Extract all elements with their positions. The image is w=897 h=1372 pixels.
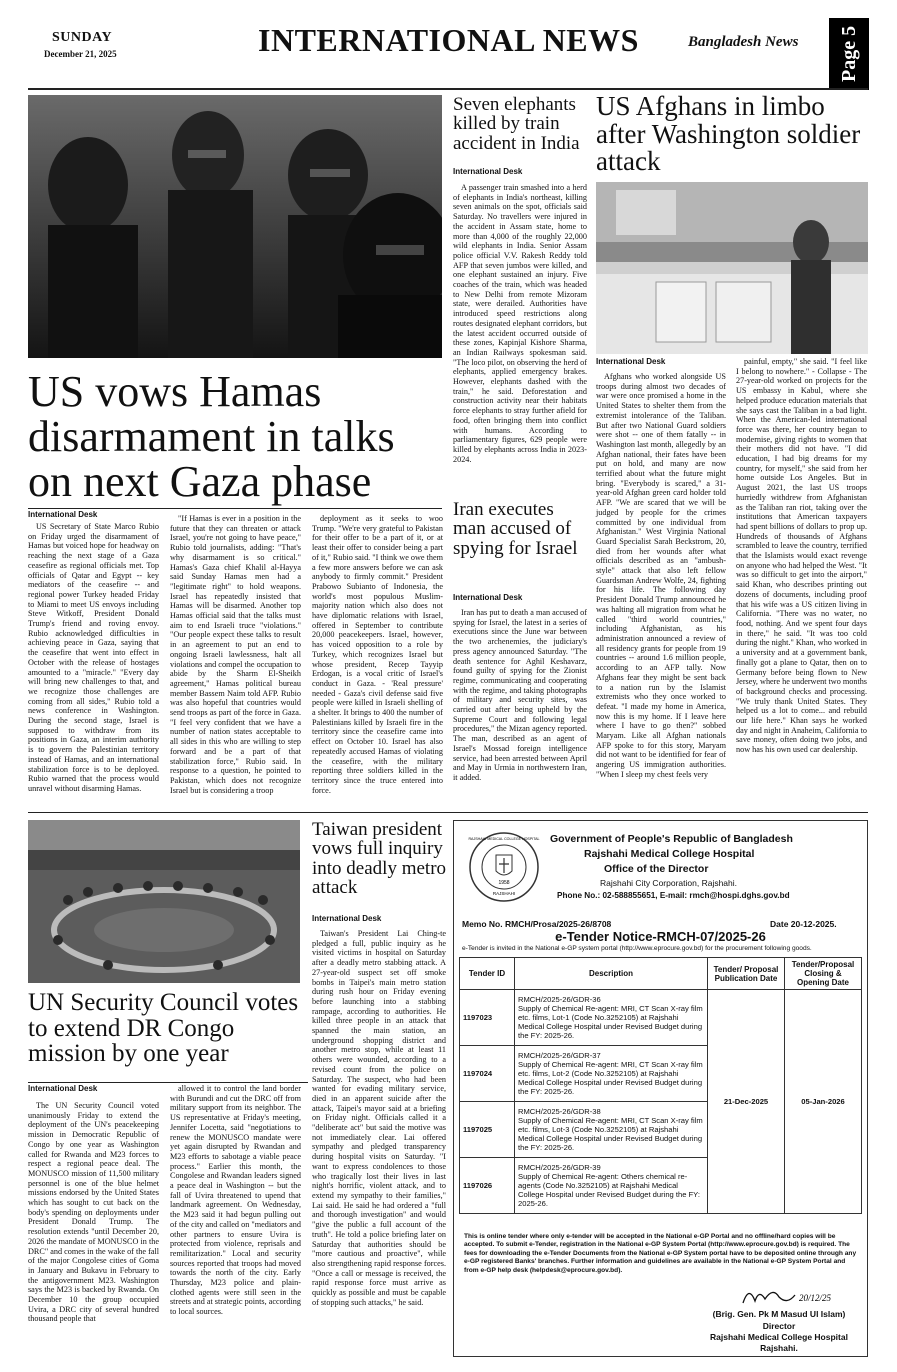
iran-headline: Iran executes man accused of spying for Israel: [453, 499, 578, 559]
iran-desk: International Desk: [453, 593, 523, 602]
afghans-col2: [736, 357, 867, 755]
congo-desk: International Desk: [28, 1084, 98, 1093]
col-description: Description: [515, 958, 708, 990]
signer-title: Director: [762, 1321, 796, 1331]
tender-ref: RMCH/2025-26/GDR-38: [518, 1107, 601, 1116]
tender-ref: RMCH/2025-26/GDR-37: [518, 1051, 601, 1060]
col-publication: Tender/ Proposal Publication Date: [708, 958, 785, 990]
seal-year: 1958: [498, 880, 510, 886]
congo-rule: [28, 1082, 308, 1083]
notice-memo: Memo No. RMCH/Prosa/2025-26/8708: [462, 919, 612, 929]
hamas-col1: [28, 522, 159, 794]
afghans-col1-text: Afghans who worked alongside US troops during almost two decades of war were once promised a home in the United States to shelter them from the extremist intolerance of the Taliban. But after two National Guard soldiers were shot -- one of them fatally -- in Washington last month, allegedly by an Afghan national, their fates have been put on hold, and many are now terrified about what the future might bring. "Everybody is scared," a 31-year-old Afghan green card holder told AFP. "We are scared that we will be judged by people for the crimes committed by one individual from Afghanistan." West Virginia National Guard Specialist Sarah Beckstrom, 20, died from her wounds after what officials described as an "ambush-style" attack that also left fellow Guardsman Andrew Wolfe, 24, fighting for his life. The following day President Donald Trump announced he was halting all migration from what he called "third world countries," including Afghanistan, as his administration announced a review of all residency grants for people from 19 countries -- around 1.6 million people, according to an AFP tally. Now Afghans fear they might be sent back to a nation run by the Islamist extremists who they once worked to defeat. "I made my home in America, now this is my home. If I leave here where I have to go then?" sobbed Maryam. Like all Afghan nationals AFP spoke to for this story, Maryam did not want to be identified for fear of angering US immigration authorities. "When I sleep my chest feels very: [596, 372, 726, 779]
tender-id: 1197025: [460, 1102, 515, 1158]
tender-ref: RMCH/2025-26/GDR-36: [518, 995, 601, 1004]
elephants-desk: International Desk: [453, 167, 523, 176]
congo-col2: [170, 1084, 301, 1317]
congo-photo: [28, 820, 300, 983]
afghans-headline: US Afghans in limbo after Washington soldier attack: [596, 91, 861, 177]
page-number: Page 5: [829, 18, 869, 90]
hamas-col2-text: "If Hamas is ever in a position in the future that they can threaten or attack Israel, you're not going to have peace," Rubio told journalists, adding: "That's why disarmament is so critical." Hamas's Gaza chief Khalil al-Hayya said Sunday Hamas men had a "legitimate right" to hold weapons. Israel has repeatedly insisted that Hamas will be disarmed. Another top Hamas official said that the talks must aim to end Israeli truce "violations." "Our people expect these talks to result in an agreement to put an end to ongoing Israeli lawlessness, halt all violations and compel the occupation to abide by the Sharm El-Sheikh agreement," Hamas political bureau member Bassem Naim told AFP. Rubio was also hopeful that countries would send troops as part of the force in Gaza. "I feel very confident that we have a number of nation states acceptable to all sides in this who are willing to step forward and be a part of that stabilization force," Rubio said. In response to a question, he pointed to Pakistan, which does not recognize Israel but is considering a troop: [170, 514, 301, 795]
tender-id: 1197023: [460, 990, 515, 1046]
hamas-photo: [28, 95, 442, 358]
notice-office: Office of the Director: [604, 863, 709, 875]
table-row: [460, 990, 862, 1046]
taiwan-headline: Taiwan president vows full inquiry into deadly metro attack: [312, 819, 447, 899]
signature: [739, 1283, 849, 1309]
elephants-headline: Seven elephants killed by train accident in India: [453, 94, 580, 154]
tender-desc: [515, 1046, 708, 1102]
hospital-seal: [468, 831, 540, 903]
tender-desc-text: Supply of Chemical Re-agent: MRI, CT Scan X-ray film etc. films, Lot-2 (Code No.3252105) at Rajshahi Medical College Hospital under Revised Budget during the FY: 2025-26.: [518, 1060, 703, 1096]
section-title: INTERNATIONAL NEWS: [258, 22, 639, 58]
hamas-col2: [170, 514, 301, 795]
closing-date: 05-Jan-2026: [785, 990, 862, 1214]
hamas-col1-text: US Secretary of State Marco Rubio on Friday urged the disarmament of Hamas but voiced hope for headway on reaching the next stage of a Gaza ceasefire as regional officials met. Top officials of Qatar and Egypt -- key mediators of the ceasefire -- and regional power Turkey headed Friday to Miami to meet US envoys including Steve Witkoff, President Donald Trump's friend and roving envoy. Rubio acknowledged difficulties in achieving peace in Gaza, saying that the ceasefire that went into effect in October with the release of hostages amounted to a "miracle." "Every day will bring new challenges to that, and we recognize those challenges are coming from all sides," Rubio told a news conference in Washington. During the second stage, Israel is supposed to withdraw from its positions in Gaza, an interim authority is to govern the Palestinian territory instead of Hamas, and an international stabilization force is to be deployed. Rubio warned that the process would unravel without disarming Hamas.: [28, 522, 159, 793]
taiwan-body-text: Taiwan's President Lai Ching-te pledged a full, public inquiry as he visited victims in hospital on Saturday after a deadly metro stabbing attack. A 27-year-old suspect set off smoke bombs in Taipei's main metro station during rush hour on Friday evening before launching into a stabbing rampage, according to authorities. He killed three people in an attack that spanned the main station, an underground shopping district and another metro stop, while at least 11 others were wounded, according to a revised count from the police on Saturday. The suspect, who had been wanted for evading military service, died in an apparent suicide after the attack, Taipei's mayor said at a briefing on Friday night. Officials called it a "deliberate act" but said the motive was not immediately clear. Lai offered sympathy and pledged transparency during hospital visits on Saturday. "I want to express condolences to those who tragically lost their lives in last night's horrific, violent attack, and to extend my sympathy to their families," Lai said. He said he had ordered a "full and thorough investigation" and would "give the public a full account of the truth". He told a police briefing later on Saturday that authorities should be "more cautious and proactive", while also strengthening rapid response forces. "Once a call or message is received, the rapid response force must arrive as quickly as possible and must be capable of stopping such attacks," he said.: [312, 929, 446, 1307]
hamas-col3-text: deployment as it seeks to woo Trump. "We're very grateful to Pakistan for their offer to be a part of it, or at least their offer to consider being a part of it," Rubio said. "I think we owe them a few more answers before we can ask anybody to firmly commit." President Prabowo Subianto of Indonesia, the world's most populous Muslim-majority nation which also does not have diplomatic relations with Israel, offered in September to contribute 20,000 peacekeepers. Israel, however, has voiced opposition to a role by Turkey, which recognizes Israel but whose president, Recep Tayyip Erdogan, is a vocal critic of Israel's conduct in Gaza. - 'Real pressure' needed - Gaza's civil defense said five people were killed in Israeli shelling of a shelter. It brings to 400 the number of Palestinians killed by Israeli fire in the territory since the ceasefire came into effect on October 10. Israel has also repeatedly accused Hamas of violating the ceasefire, with the military reporting three soldiers killed in the territory since the truce entered into force.: [312, 514, 443, 795]
congo-col2-text: allowed it to control the land border with Burundi and cut the DRC off from military support from its neighbor. The US representative at Friday's meeting, Jennifer Locetta, said "negotiations to renew the MONUSCO mandate were yet again disrupted by Rwandan and M23 efforts to sabotage a viable peace process." Earlier this month, the Congolese and Rwandan leaders signed a peace deal in Washington -- but the fall of Uvira threatened to upend that landmark agreement. On Wednesday, the M23 said it had begun pulling out of the city and called on "mediators and other partners to ensure Uvira is protected from violence, reprisals and remilitarization." Local and security sources reported that troops had moved towards the north of the city. Early Thursday, M23 police and plain-clothed agents were still seen in the streets and at strategic points, according to local sources.: [170, 1084, 301, 1317]
date-label: December 21, 2025: [44, 49, 117, 59]
tender-table: [459, 957, 862, 1214]
seal-bottom: RAJSHAHI: [492, 891, 516, 896]
congo-headline: UN Security Council votes to extend DR Congo mission by one year: [28, 989, 299, 1067]
hamas-col3: [312, 514, 443, 795]
taiwan-desk: International Desk: [312, 914, 382, 923]
hamas-rule: [28, 508, 442, 509]
taiwan-body: [312, 929, 446, 1307]
tender-desc-text: Supply of Chemical Re-agent: MRI, CT Scan X-ray film etc. films, Lot-3 (Code No.3252105) at Rajshahi Medical College Hospital under Revised Budget during the FY: 2025-26.: [518, 1116, 703, 1152]
tender-id: 1197026: [460, 1158, 515, 1214]
afghans-col1: [596, 372, 726, 780]
brand-name: Bangladesh News: [688, 34, 799, 50]
tender-desc-text: Supply of Chemical Re-agent: Others chemical re-agents (Code No.3252105) at Rajshahi Medical College Hospital under Revised Budget during the FY: 2025-26.: [518, 1172, 700, 1208]
tender-id: 1197024: [460, 1046, 515, 1102]
afghans-photo: [596, 182, 868, 354]
tender-desc-text: Supply of Chemical Re-agent: MRI, CT Scan X-ray film etc. films, Lot-1 (Code No.3252105) at Rajshahi Medical College Hospital under Revised Budget during the FY: 2025-26.: [518, 1004, 703, 1040]
notice-footer: This is online tender where only e-tender will be accepted in the National e-GP Portal and no offline/hard copies will be accepted. To submit e-Tender, registration in the National e-GP System Portal (http://www.eprocure.gov.bd) is required. The fees for downloading the e-Tender Documents from the National e-GP System portal have to be deposited online through any e-GP registered Banks' branches. Further information and guidelines are available in the National e-GP System Portal and from e-GP help desk (helpdesk@eprocure.gov.bd).: [464, 1233, 857, 1274]
tender-desc: [515, 1102, 708, 1158]
tender-desc: [515, 1158, 708, 1214]
afghans-col2-text: painful, empty," she said. "I feel like I belong to nowhere." - Collapse - The 27-year-old worked on projects for the US embassy in Kabul, where she helped produce education materials that she says cast the Taliban in a bad light. When the American-led international force was there, her country began to modernise, giving rights to women that their mothers did not have. "I did education, I had big dreams for my country, for myself," she said from her home outside Los Angeles. But in August 2021, the last US troops hurriedly withdrew from Afghanistan as the Taliban ran riot, taking over the institutions that American taxpayers had spent billions of dollars to prop up. Hundreds of thousands of Afghans scrambled to leave the country, terrified that the Islamists would exact revenge on anyone who had helped the West. "It was so difficult to get into the airport," said Khan, who describes printing out dozens of documents, including proof that his wife was a US citizen living in California. "There was no water, no food, nothing. And we spent four days in there," he said. "It was too cold during the night." Khan, who worked in a university and at a government bank, finally got a plane to Qatar, then on to Germany before being flown to New Jersey, where he underwent two months of background checks and processing. "We truly thank United States. They helped us a lot to come... and rebuild our life here." Khan says he worked day and night in Anaheim, California to save money, often doing two jobs, and now has his own used car dealership.: [736, 357, 867, 755]
notice-hospital: Rajshahi Medical College Hospital: [584, 848, 755, 860]
afghans-desk: International Desk: [596, 357, 666, 366]
hamas-headline: US vows Hamas disarmament in talks on next Gaza phase: [28, 367, 395, 506]
notice-contact: Phone No.: 02-588855651, E-mail: rmch@hospi.dghs.gov.bd: [557, 891, 790, 900]
hamas-desk: International Desk: [28, 510, 98, 519]
col-tender-id: Tender ID: [460, 958, 515, 990]
notice-invite: e-Tender is invited in the National e-GP system portal (http://www.eprocure.gov.bd) for the procurement following goods.: [462, 945, 812, 952]
tender-ref: RMCH/2025-26/GDR-39: [518, 1163, 601, 1172]
day-label: SUNDAY: [52, 30, 113, 45]
signer-org: Rajshahi Medical College Hospital: [710, 1332, 848, 1342]
iran-body-text: Iran has put to death a man accused of spying for Israel, the latest in a series of executions since the June war between the two archenemies, the judiciary's press agency announced Saturday. "The death sentence for Aghil Keshavarz, found guilty of spying for the Zionist regime, communicating and cooperating with the regime, and taking photographs of military and security sites, was carried out after being upheld by the Supreme Court and following legal procedures," the Mizan agency reported. The man, described as an agent of Israel's Mossad foreign intelligence service, had been arrested between April and May in Urmia in northwestern Iran, it added.: [453, 608, 587, 782]
seal-text: RAJSHAHI MEDICAL COLLEGE HOSPITAL: [468, 837, 540, 841]
signer-name: (Brig. Gen. Pk M Masud Ul Islam): [712, 1309, 846, 1319]
notice-address: Rajshahi City Corporation, Rajshahi.: [600, 878, 738, 888]
col-closing: Tender/Proposal Closing & Opening Date: [785, 958, 862, 990]
notice-title: e-Tender Notice-RMCH-07/2025-26: [555, 929, 766, 944]
signature-date: 20/12/25: [799, 1293, 832, 1303]
elephants-body-text: A passenger train smashed into a herd of elephants in India's northeast, killing seven animals on the spot, officials said Saturday. No travellers were injured in the accident in Assam state, home to more than 4,000 of the roughly 22,000 wild elephants in India. Senior Assam police official V.V. Rakesh Reddy told AFP that seven jumbos were killed, and one elephant sustained an injury. Five coaches of the train, which was headed to New Delhi from remote Mizoram state, were derailed. Authorities have introduced speed restrictions along routes designated elephant corridors, but the latest accident occurred outside of these zones, Kapinjal Kishore Sharma, an Indian Railways spokesman said. "The loco pilot, on observing the herd of elephants, applied emergency brakes. However, elephants dashed with the train," he said. Deforestation and construction activity near their habitats force elephants to stray further afield for food, often bringing them into conflict with humans. According to parliamentary figures, 629 people were killed by elephants across India in 2023-2024.: [453, 183, 587, 464]
notice-date: Date 20-12-2025.: [770, 919, 837, 929]
congo-col1: [28, 1101, 159, 1324]
tender-table-wrap: [459, 957, 862, 1214]
iran-body: [453, 608, 587, 783]
congo-col1-text: The UN Security Council voted unanimously Friday to extend the deployment of the UN's peacekeeping mission in Democratic Republic of Congo by one year as Washington called for Rwanda and M23 forces to respect a regional peace deal. The MONUSCO mission of 11,500 military personnel is one of the blue helmet missions endorsed by the United States which has sought to cut back on the body's spending on deployments under President Donald Trump. The resolution extends "until December 20, 2026 the mandate of MONUSCO in the DRC" and comes in the wake of the fall of the major Congolese cities of Goma in January and Bukavu in February to the antigovernment M23. Washington says the M23 is backed by Rwanda. On December 10 the group occupied Uvira, a DRC city of several hundred thousand people that: [28, 1101, 159, 1324]
tender-notice: [453, 820, 868, 1357]
notice-gov: Government of People's Republic of Bangladesh: [550, 833, 793, 845]
signer-city: Rajshahi.: [760, 1343, 798, 1353]
tender-desc: [515, 990, 708, 1046]
header-rule: [28, 88, 868, 90]
elephants-body: [453, 183, 587, 464]
publication-date: 21-Dec-2025: [708, 990, 785, 1214]
mid-rule: [28, 812, 868, 813]
